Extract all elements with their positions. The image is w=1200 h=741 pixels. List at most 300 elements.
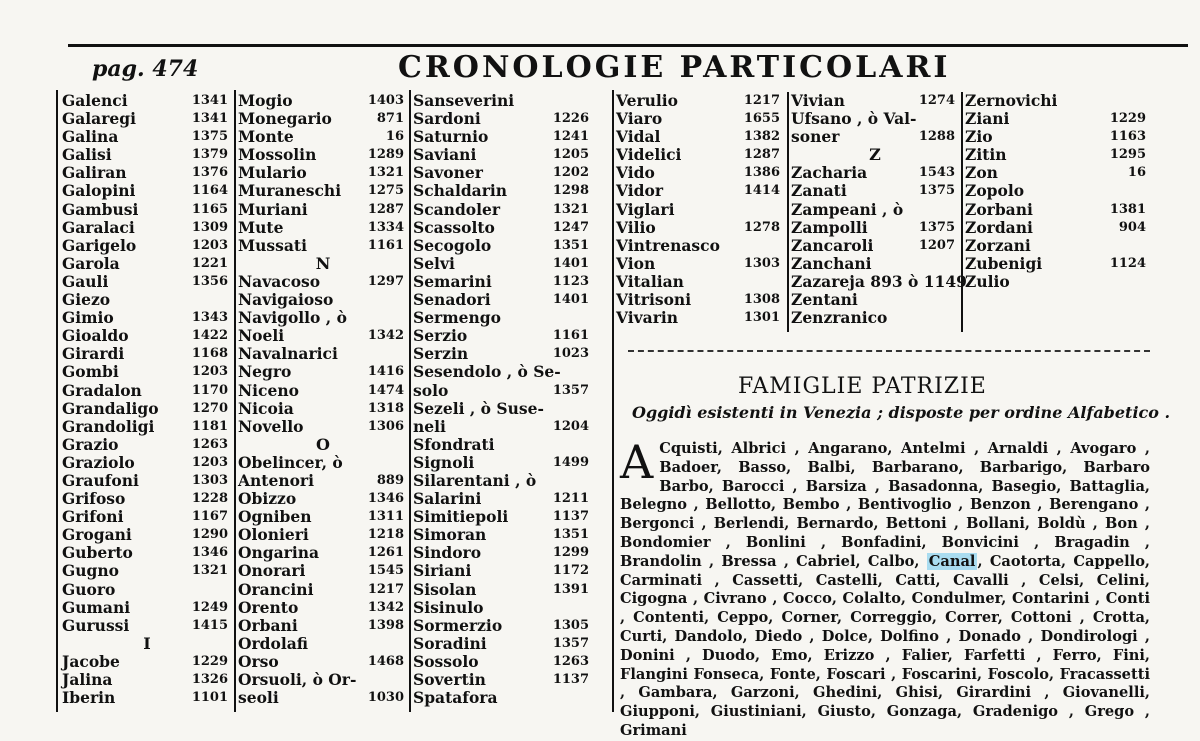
name-entry — [62, 110, 232, 128]
name-entry — [62, 164, 232, 182]
entry-name: Zordani — [965, 217, 1033, 237]
entry-name: Vivian — [791, 91, 845, 110]
entry-year: 1205 — [552, 147, 589, 163]
entry-name: Sindoro — [413, 543, 482, 563]
name-entry — [413, 599, 593, 617]
entry-name: Grogani — [62, 525, 132, 545]
name-column-g — [62, 92, 232, 707]
entry-name: Zenzranico — [791, 308, 888, 328]
name-entry — [62, 671, 232, 689]
name-entry — [965, 128, 1150, 146]
entry-name: Ziani — [965, 109, 1010, 129]
name-entry — [791, 182, 959, 200]
page-title: CRONOLOGIE PARTICOLARI — [398, 50, 951, 85]
name-entry — [965, 110, 1150, 128]
entry-year: 1375 — [191, 129, 228, 145]
entry-name: Gombi — [62, 362, 119, 382]
entry-year: 871 — [376, 111, 404, 127]
entry-year: 1299 — [552, 545, 589, 561]
name-entry — [616, 146, 784, 164]
name-entry — [413, 617, 593, 635]
name-entry — [616, 92, 784, 110]
entry-name: Zampeani , ò — [791, 199, 904, 219]
name-entry — [238, 490, 408, 508]
name-entry — [413, 92, 593, 110]
column-rule — [612, 90, 614, 712]
name-entry — [965, 164, 1150, 182]
entry-name: Gambusi — [62, 199, 139, 219]
name-entry — [62, 581, 232, 599]
name-column-vz — [791, 91, 967, 328]
name-entry — [965, 92, 1150, 110]
entry-name: Zampolli — [791, 217, 868, 237]
entry-year: 1342 — [367, 328, 404, 344]
entry-year: 1382 — [743, 129, 780, 145]
name-entry — [965, 146, 1150, 164]
name-entry — [62, 345, 232, 363]
name-entry — [238, 526, 408, 544]
entry-year: 889 — [376, 472, 404, 488]
entry-name: Antenori — [238, 470, 314, 490]
name-entry — [616, 110, 784, 128]
entry-name: Novello — [238, 416, 304, 436]
name-entry — [791, 271, 967, 291]
entry-year: 1499 — [552, 454, 589, 470]
entry-name: Verulio — [616, 91, 679, 110]
entry-year: 1301 — [743, 310, 780, 326]
name-entry — [238, 363, 408, 381]
name-entry — [616, 309, 784, 327]
entry-name: Vintrenasco — [616, 235, 720, 255]
name-entry — [238, 635, 408, 653]
entry-name: Ogniben — [238, 507, 312, 527]
entry-name: solo — [413, 380, 449, 400]
name-entry — [965, 255, 1150, 273]
name-entry — [791, 237, 959, 255]
entry-year: 1341 — [191, 93, 228, 108]
entry-year: 1207 — [918, 237, 955, 253]
entry-name: Vilio — [616, 217, 656, 237]
entry-name: Noeli — [238, 326, 285, 346]
name-entry — [413, 219, 593, 237]
name-entry — [62, 128, 232, 146]
name-entry — [616, 237, 784, 255]
entry-name: Zanchani — [791, 253, 872, 273]
entry-name: Gradalon — [62, 380, 142, 400]
name-entry — [413, 164, 593, 182]
name-entry — [616, 255, 784, 273]
entry-year: 1217 — [743, 93, 780, 108]
name-entry — [238, 599, 408, 617]
name-entry — [413, 581, 593, 599]
name-entry — [413, 400, 593, 418]
entry-name: Mulario — [238, 163, 307, 183]
entry-year: 1318 — [367, 400, 404, 416]
entry-name: Mogio — [238, 91, 293, 110]
entry-year: 1381 — [1109, 201, 1146, 217]
name-entry — [62, 327, 232, 345]
entry-year: 1346 — [367, 491, 404, 507]
entry-year: 1351 — [552, 237, 589, 253]
name-entry — [62, 689, 232, 707]
entry-year: 1346 — [191, 545, 228, 561]
entry-name: Sormerzio — [413, 615, 503, 635]
name-entry — [413, 255, 593, 273]
entry-name: Orancini — [238, 579, 314, 599]
name-entry — [238, 219, 408, 237]
name-entry — [965, 237, 1150, 255]
entry-year: 1287 — [743, 147, 780, 163]
entry-name: Schaldarin — [413, 181, 508, 201]
name-entry — [238, 327, 408, 345]
name-entry — [413, 382, 593, 400]
entry-year: 1415 — [191, 617, 228, 633]
entry-name: Simitiepoli — [413, 507, 509, 527]
name-entry — [413, 182, 593, 200]
entry-name: Nicoia — [238, 398, 294, 418]
name-entry — [62, 508, 232, 526]
entry-year: 1247 — [552, 219, 589, 235]
name-entry — [62, 291, 232, 309]
name-entry — [791, 164, 959, 182]
famiglie-text-before: Cquisti, Albrici , Angarano, Antelmi , Arnaldi , Avogaro , Badoer, Basso, Balbi, Barbarano, Barbarigo, Barbaro Barbo, Barocci , Barsiza , Basadonna, Basegio, Battaglia, Belegno , Bellotto, Bembo , Bentivoglio , Benzon , Berengano , Bergonci , Berlendi, Bernardo, Bettoni , Bollani, Boldù , Bon , Bondomier , Bonlini , Bonfadini, Bonvicini , Bragadin , Brandolin , Bressa , Cabriel, Calbo, — [620, 440, 1150, 570]
name-entry — [413, 110, 593, 128]
entry-year: 1289 — [367, 147, 404, 163]
entry-name: Zentani — [791, 290, 858, 310]
entry-name: Jalina — [62, 670, 113, 689]
entry-name: Garigelo — [62, 235, 137, 255]
entry-name: Gumani — [62, 597, 131, 617]
entry-name: Saviani — [413, 145, 477, 165]
entry-year: 1379 — [191, 147, 228, 163]
entry-name: Z — [869, 145, 881, 165]
entry-name: Simoran — [413, 525, 487, 545]
name-entry — [965, 201, 1150, 219]
name-entry — [238, 182, 408, 200]
entry-name: Salarini — [413, 489, 482, 509]
entry-name: Zopolo — [965, 181, 1025, 201]
entry-year: 1170 — [191, 382, 228, 398]
name-entry — [62, 182, 232, 200]
entry-name: Niceno — [238, 380, 299, 400]
entry-year: 1351 — [552, 527, 589, 543]
entry-year: 1229 — [1109, 111, 1146, 127]
entry-name: Obelincer, ò — [238, 452, 343, 472]
entry-name: Spatafora — [413, 688, 498, 708]
entry-name: Galopini — [62, 181, 136, 201]
name-entry — [62, 219, 232, 237]
name-entry — [791, 110, 959, 128]
entry-year: 1167 — [191, 509, 228, 525]
name-entry — [62, 146, 232, 164]
entry-name: Negro — [238, 362, 292, 382]
entry-name: Girardi — [62, 344, 125, 364]
name-entry — [965, 219, 1150, 237]
header-rule — [68, 44, 1188, 47]
name-entry — [791, 128, 959, 146]
entry-year: 1217 — [367, 581, 404, 597]
name-column-m — [238, 92, 408, 707]
name-entry — [238, 291, 408, 309]
entry-year: 1228 — [191, 491, 228, 507]
famiglie-subtitle: Oggidì esistenti in Venezia ; disposte per ordine Alfabetico . — [632, 403, 1171, 422]
name-entry — [62, 490, 232, 508]
entry-name: Sisinulo — [413, 597, 484, 617]
entry-year: 1357 — [552, 635, 589, 651]
entry-year: 1202 — [552, 165, 589, 181]
name-entry — [62, 237, 232, 255]
entry-year: 1263 — [191, 436, 228, 452]
entry-year: 1274 — [918, 93, 955, 108]
name-entry — [238, 128, 408, 146]
entry-name: Zitin — [965, 145, 1007, 165]
name-entry — [62, 653, 232, 671]
entry-name: Mossolin — [238, 145, 317, 165]
entry-year: 1545 — [367, 563, 404, 579]
entry-name: Jacobe — [62, 651, 120, 671]
entry-name: Scassolto — [413, 217, 495, 237]
entry-name: Zacharia — [791, 163, 868, 183]
entry-name: Galisi — [62, 145, 112, 165]
entry-name: Semarini — [413, 271, 492, 291]
name-entry — [413, 237, 593, 255]
entry-name: Grandaligo — [62, 398, 159, 418]
name-entry — [616, 273, 784, 291]
column-rule — [961, 92, 963, 332]
entry-year: 1309 — [191, 219, 228, 235]
entry-year: 1311 — [367, 509, 404, 525]
name-entry — [616, 128, 784, 146]
name-entry — [791, 291, 959, 309]
entry-year: 1416 — [367, 364, 404, 380]
entry-year: 1295 — [1109, 147, 1146, 163]
entry-name: Serzin — [413, 344, 469, 364]
entry-year: 1218 — [367, 527, 404, 543]
entry-name: Sesendolo , ò Se- — [413, 362, 561, 382]
entry-year: 1308 — [743, 292, 780, 308]
entry-year: 1211 — [552, 491, 589, 507]
entry-year: 904 — [1118, 219, 1146, 235]
name-entry — [413, 345, 593, 363]
name-entry — [62, 382, 232, 400]
name-entry — [413, 454, 593, 472]
name-entry — [238, 345, 408, 363]
name-entry — [791, 219, 959, 237]
entry-year: 1357 — [552, 382, 589, 398]
entry-year: 1343 — [191, 310, 228, 326]
entry-name: Viaro — [616, 109, 663, 129]
entry-name: Siriani — [413, 561, 472, 581]
entry-name: seoli — [238, 688, 279, 708]
entry-name: Guberto — [62, 543, 133, 563]
entry-name: Vidal — [616, 127, 661, 147]
name-entry — [62, 617, 232, 635]
name-entry — [413, 490, 593, 508]
entry-name: Zio — [965, 127, 993, 147]
name-entry — [62, 454, 232, 472]
name-entry — [62, 436, 232, 454]
entry-name: Vion — [616, 253, 656, 273]
entry-name: Garola — [62, 253, 120, 273]
name-entry — [62, 92, 232, 110]
famiglie-text-after: , Caotorta, Cappello, Carminati , Cassetti, Castelli, Catti, Cavalli , Celsi, Celini, Cigogna , Civrano , Cocco, Colalto, Condulmer, Contarini , Conti , Contenti, Ceppo, Corner, Correggio, Correr, Cottoni , Crotta, Curti, Dandolo, Diedo , Dolce, Dolfino , Donado , Dondirologi , Donini , Duodo, Emo, Erizzo , Falier, Farfetti , Ferro, Fini, Flangini Fonseca, Fonte, Foscari , Foscarini, Foscolo, Fracassetti , Gambara, Garzoni, Ghedini, Ghisi, Girardini , Giovanelli, Giupponi, Giustiniani, Giusto, Gonzaga, Gradenigo , Grego , Grimani — [620, 552, 1151, 739]
entry-name: Saturnio — [413, 127, 489, 147]
entry-name: Orso — [238, 651, 279, 671]
name-entry — [62, 526, 232, 544]
name-entry — [965, 182, 1150, 200]
entry-name: Sfondrati — [413, 434, 495, 454]
entry-year: 1398 — [367, 617, 404, 633]
entry-name: Grandoligi — [62, 416, 155, 436]
entry-year: 1414 — [743, 183, 780, 199]
entry-name: Soradini — [413, 633, 487, 653]
name-entry — [62, 472, 232, 490]
entry-year: 1168 — [191, 346, 228, 362]
entry-name: Zancaroli — [791, 235, 874, 255]
name-entry — [238, 164, 408, 182]
name-entry — [62, 599, 232, 617]
entry-year: 1376 — [191, 165, 228, 181]
name-entry — [791, 201, 959, 219]
entry-year: 1161 — [367, 237, 404, 253]
name-entry — [413, 418, 593, 436]
entry-year: 1172 — [552, 563, 589, 579]
name-entry — [413, 273, 593, 291]
highlighted-family-name[interactable]: Canal — [928, 552, 976, 570]
entry-name: Zulio — [965, 271, 1010, 291]
name-entry — [238, 581, 408, 599]
entry-year: 1163 — [1109, 129, 1146, 145]
entry-year: 1161 — [552, 328, 589, 344]
entry-name: Sezeli , ò Suse- — [413, 398, 544, 418]
column-rule — [787, 92, 789, 332]
entry-name: Videlici — [616, 145, 682, 165]
entry-year: 1298 — [552, 183, 589, 199]
name-entry — [413, 472, 593, 490]
entry-year: 1326 — [191, 672, 228, 687]
name-entry — [62, 273, 232, 291]
name-entry — [238, 237, 408, 255]
entry-name: Sardoni — [413, 109, 481, 129]
entry-name: Vitrisoni — [616, 290, 692, 310]
name-entry — [62, 363, 232, 381]
entry-name: Zorzani — [965, 235, 1031, 255]
name-entry — [238, 309, 408, 327]
entry-name: Grazio — [62, 434, 119, 454]
name-entry — [238, 146, 408, 164]
entry-year: 1543 — [918, 165, 955, 181]
entry-year: 1655 — [743, 111, 780, 127]
entry-year: 1321 — [552, 201, 589, 217]
name-entry — [413, 508, 593, 526]
name-column-v — [616, 92, 784, 327]
entry-name: Viglari — [616, 199, 675, 219]
entry-year: 1297 — [367, 273, 404, 289]
entry-year: 1229 — [191, 653, 228, 669]
entry-name: Galiran — [62, 163, 127, 183]
entry-name: Orsuoli, ò Or- — [238, 670, 357, 689]
name-entry — [413, 653, 593, 671]
entry-year: 1321 — [191, 563, 228, 579]
entry-year: 1303 — [743, 255, 780, 271]
entry-name: Grifoni — [62, 507, 124, 527]
entry-year: 1288 — [918, 129, 955, 145]
name-entry — [62, 255, 232, 273]
entry-year: 1303 — [191, 472, 228, 488]
entry-year: 1137 — [552, 672, 589, 687]
entry-year: 1137 — [552, 509, 589, 525]
entry-name: Muraneschi — [238, 181, 342, 201]
name-entry — [413, 128, 593, 146]
entry-year: 1386 — [743, 165, 780, 181]
name-entry — [413, 689, 593, 707]
letter-heading — [62, 635, 232, 653]
entry-year: 1241 — [552, 129, 589, 145]
name-entry — [238, 689, 408, 707]
entry-year: 1226 — [552, 111, 589, 127]
name-entry — [791, 309, 959, 327]
name-entry — [238, 273, 408, 291]
entry-year: 1342 — [367, 599, 404, 615]
entry-year: 1203 — [191, 454, 228, 470]
entry-name: Gugno — [62, 561, 119, 581]
entry-name: Zernovichi — [965, 91, 1058, 110]
entry-name: Monte — [238, 127, 294, 147]
entry-year: 1278 — [743, 219, 780, 235]
name-entry — [616, 291, 784, 309]
entry-name: Navigollo , ò — [238, 308, 347, 328]
entry-year: 1341 — [191, 111, 228, 127]
name-entry — [616, 182, 784, 200]
entry-name: Sermengo — [413, 308, 501, 328]
name-entry — [616, 164, 784, 182]
entry-year: 1305 — [552, 617, 589, 633]
entry-name: Olonieri — [238, 525, 309, 545]
entry-year: 1287 — [367, 201, 404, 217]
name-entry — [238, 671, 408, 689]
entry-name: Navacoso — [238, 271, 321, 291]
entry-year: 1164 — [191, 183, 228, 199]
entry-year: 1204 — [552, 418, 589, 434]
letter-heading — [791, 146, 959, 164]
name-entry — [238, 617, 408, 635]
entry-name: Garalaci — [62, 217, 135, 237]
name-entry — [413, 436, 593, 454]
name-entry — [238, 382, 408, 400]
entry-year: 1263 — [552, 653, 589, 669]
entry-name: Zazareja 893 ò 1149 — [791, 271, 967, 291]
entry-name: Grifoso — [62, 489, 126, 509]
name-entry — [238, 653, 408, 671]
drop-cap: A — [620, 435, 654, 489]
name-entry — [238, 92, 408, 110]
entry-year: 1203 — [191, 237, 228, 253]
column-rule — [234, 90, 236, 712]
name-entry — [413, 671, 593, 689]
entry-name: Selvi — [413, 253, 455, 273]
column-rule — [409, 90, 411, 712]
name-entry — [413, 309, 593, 327]
entry-year: 1401 — [552, 255, 589, 271]
entry-year: 16 — [1127, 165, 1146, 181]
name-entry — [413, 635, 593, 653]
entry-year: 1468 — [367, 653, 404, 669]
name-entry — [238, 562, 408, 580]
entry-year: 1334 — [367, 219, 404, 235]
entry-year: 1306 — [367, 418, 404, 434]
entry-name: Sanseverini — [413, 91, 515, 110]
entry-name: Gimio — [62, 308, 114, 328]
